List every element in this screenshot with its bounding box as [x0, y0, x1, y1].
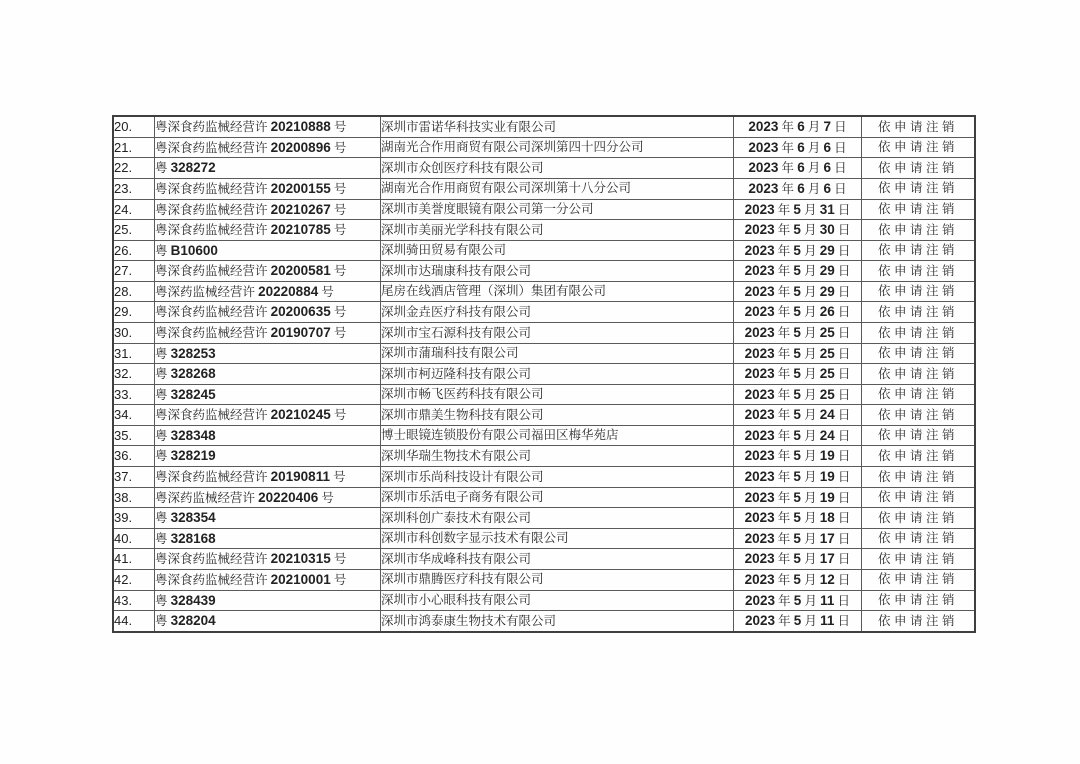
date-cell: 2023 年 6 月 7 日	[734, 116, 862, 137]
row-number-cell: 43.	[113, 590, 155, 611]
company-cell: 湖南光合作用商贸有限公司深圳第十八分公司	[381, 178, 734, 199]
company-cell: 深圳市柯迈隆科技有限公司	[381, 364, 734, 385]
date-cell: 2023 年 5 月 25 日	[734, 384, 862, 405]
status-cell: 依申请注销	[862, 240, 976, 261]
table-row	[113, 384, 975, 405]
company-cell: 深圳市美誉度眼镜有限公司第一分公司	[381, 199, 734, 220]
company-cell: 深圳市乐尚科技设计有限公司	[381, 467, 734, 488]
status-cell: 依申请注销	[862, 528, 976, 549]
license-cell: 粤深食药监械经营许 20200581 号	[155, 261, 381, 282]
table-row	[113, 528, 975, 549]
date-cell: 2023 年 5 月 31 日	[734, 199, 862, 220]
table-row	[113, 405, 975, 426]
company-cell: 深圳市鼎美生物科技有限公司	[381, 405, 734, 426]
row-number-cell: 20.	[113, 116, 155, 137]
license-cell: 粤 B10600	[155, 240, 381, 261]
date-cell: 2023 年 5 月 11 日	[734, 590, 862, 611]
date-cell: 2023 年 5 月 25 日	[734, 364, 862, 385]
company-cell: 深圳市宝石源科技有限公司	[381, 322, 734, 343]
table-row	[113, 549, 975, 570]
row-number-cell: 36.	[113, 446, 155, 467]
row-number-cell: 39.	[113, 508, 155, 529]
row-number-cell: 21.	[113, 137, 155, 158]
date-cell: 2023 年 5 月 18 日	[734, 508, 862, 529]
license-cell: 粤 328168	[155, 528, 381, 549]
status-cell: 依申请注销	[862, 343, 976, 364]
row-number-cell: 44.	[113, 611, 155, 632]
company-cell: 深圳市华成峰科技有限公司	[381, 549, 734, 570]
table-row	[113, 322, 975, 343]
company-cell: 深圳市鸿泰康生物技术有限公司	[381, 611, 734, 632]
row-number-cell: 42.	[113, 569, 155, 590]
status-cell: 依申请注销	[862, 508, 976, 529]
row-number-cell: 32.	[113, 364, 155, 385]
row-number-cell: 35.	[113, 425, 155, 446]
table-row	[113, 487, 975, 508]
date-cell: 2023 年 5 月 12 日	[734, 569, 862, 590]
license-cell: 粤深食药监械经营许 20210245 号	[155, 405, 381, 426]
date-cell: 2023 年 5 月 11 日	[734, 611, 862, 632]
license-cell: 粤深食药监械经营许 20200155 号	[155, 178, 381, 199]
company-cell: 深圳市畅飞医药科技有限公司	[381, 384, 734, 405]
company-cell: 深圳市美丽光学科技有限公司	[381, 220, 734, 241]
row-number-cell: 34.	[113, 405, 155, 426]
license-cell: 粤 328268	[155, 364, 381, 385]
license-cell: 粤深食药监械经营许 20210267 号	[155, 199, 381, 220]
row-number-cell: 37.	[113, 467, 155, 488]
table-row	[113, 220, 975, 241]
status-cell: 依申请注销	[862, 467, 976, 488]
table-row	[113, 116, 975, 137]
status-cell: 依申请注销	[862, 549, 976, 570]
table-row	[113, 178, 975, 199]
company-cell: 湖南光合作用商贸有限公司深圳第四十四分公司	[381, 137, 734, 158]
license-cell: 粤深食药监械经营许 20210315 号	[155, 549, 381, 570]
table-row	[113, 199, 975, 220]
date-cell: 2023 年 5 月 24 日	[734, 425, 862, 446]
status-cell: 依申请注销	[862, 261, 976, 282]
date-cell: 2023 年 5 月 17 日	[734, 549, 862, 570]
license-cell: 粤深食药监械经营许 20210001 号	[155, 569, 381, 590]
company-cell: 深圳科创广泰技术有限公司	[381, 508, 734, 529]
status-cell: 依申请注销	[862, 220, 976, 241]
license-cell: 粤深食药监械经营许 20210785 号	[155, 220, 381, 241]
row-number-cell: 26.	[113, 240, 155, 261]
row-number-cell: 22.	[113, 158, 155, 179]
status-cell: 依申请注销	[862, 384, 976, 405]
table-row	[113, 467, 975, 488]
date-cell: 2023 年 5 月 29 日	[734, 240, 862, 261]
license-cell: 粤 328204	[155, 611, 381, 632]
table-row	[113, 590, 975, 611]
row-number-cell: 23.	[113, 178, 155, 199]
company-cell: 深圳市雷诺华科技实业有限公司	[381, 116, 734, 137]
company-cell: 深圳骑田贸易有限公司	[381, 240, 734, 261]
company-cell: 深圳市众创医疗科技有限公司	[381, 158, 734, 179]
status-cell: 依申请注销	[862, 590, 976, 611]
license-cell: 粤 328245	[155, 384, 381, 405]
license-cell: 粤 328439	[155, 590, 381, 611]
row-number-cell: 40.	[113, 528, 155, 549]
status-cell: 依申请注销	[862, 611, 976, 632]
date-cell: 2023 年 5 月 30 日	[734, 220, 862, 241]
company-cell: 尾房在线酒店管理（深圳）集团有限公司	[381, 281, 734, 302]
status-cell: 依申请注销	[862, 446, 976, 467]
company-cell: 深圳市达瑞康科技有限公司	[381, 261, 734, 282]
status-cell: 依申请注销	[862, 158, 976, 179]
license-cell: 粤 328272	[155, 158, 381, 179]
table-row	[113, 158, 975, 179]
table-row	[113, 343, 975, 364]
table-row	[113, 446, 975, 467]
company-cell: 深圳市乐活电子商务有限公司	[381, 487, 734, 508]
table-row	[113, 261, 975, 282]
status-cell: 依申请注销	[862, 137, 976, 158]
table-row	[113, 137, 975, 158]
license-cell: 粤深食药监械经营许 20200635 号	[155, 302, 381, 323]
table-row	[113, 508, 975, 529]
table-row	[113, 425, 975, 446]
license-cell: 粤深药监械经营许 20220884 号	[155, 281, 381, 302]
date-cell: 2023 年 5 月 25 日	[734, 322, 862, 343]
date-cell: 2023 年 6 月 6 日	[734, 158, 862, 179]
date-cell: 2023 年 5 月 19 日	[734, 446, 862, 467]
status-cell: 依申请注销	[862, 322, 976, 343]
company-cell: 深圳市科创数字显示技术有限公司	[381, 528, 734, 549]
status-cell: 依申请注销	[862, 425, 976, 446]
date-cell: 2023 年 5 月 26 日	[734, 302, 862, 323]
table-row	[113, 611, 975, 632]
company-cell: 深圳金垚医疗科技有限公司	[381, 302, 734, 323]
company-cell: 深圳华瑞生物技术有限公司	[381, 446, 734, 467]
date-cell: 2023 年 5 月 24 日	[734, 405, 862, 426]
row-number-cell: 29.	[113, 302, 155, 323]
row-number-cell: 30.	[113, 322, 155, 343]
status-cell: 依申请注销	[862, 178, 976, 199]
status-cell: 依申请注销	[862, 364, 976, 385]
status-cell: 依申请注销	[862, 302, 976, 323]
status-cell: 依申请注销	[862, 487, 976, 508]
date-cell: 2023 年 5 月 29 日	[734, 281, 862, 302]
company-cell: 深圳市鼎腾医疗科技有限公司	[381, 569, 734, 590]
row-number-cell: 41.	[113, 549, 155, 570]
row-number-cell: 38.	[113, 487, 155, 508]
date-cell: 2023 年 5 月 29 日	[734, 261, 862, 282]
table-row	[113, 240, 975, 261]
row-number-cell: 27.	[113, 261, 155, 282]
status-cell: 依申请注销	[862, 116, 976, 137]
table-row	[113, 281, 975, 302]
company-cell: 博士眼镜连锁股份有限公司福田区梅华苑店	[381, 425, 734, 446]
license-cell: 粤深药监械经营许 20220406 号	[155, 487, 381, 508]
table-body	[113, 116, 975, 632]
date-cell: 2023 年 6 月 6 日	[734, 137, 862, 158]
row-number-cell: 33.	[113, 384, 155, 405]
license-cell: 粤深食药监械经营许 20200896 号	[155, 137, 381, 158]
date-cell: 2023 年 5 月 19 日	[734, 467, 862, 488]
license-cancellation-table	[112, 115, 976, 633]
row-number-cell: 31.	[113, 343, 155, 364]
row-number-cell: 24.	[113, 199, 155, 220]
company-cell: 深圳市小心眼科技有限公司	[381, 590, 734, 611]
status-cell: 依申请注销	[862, 199, 976, 220]
status-cell: 依申请注销	[862, 405, 976, 426]
date-cell: 2023 年 5 月 25 日	[734, 343, 862, 364]
company-cell: 深圳市蒲瑞科技有限公司	[381, 343, 734, 364]
license-cell: 粤 328253	[155, 343, 381, 364]
row-number-cell: 25.	[113, 220, 155, 241]
license-cell: 粤 328354	[155, 508, 381, 529]
license-cell: 粤 328219	[155, 446, 381, 467]
status-cell: 依申请注销	[862, 281, 976, 302]
license-cell: 粤深食药监械经营许 20190707 号	[155, 322, 381, 343]
license-cell: 粤深食药监械经营许 20210888 号	[155, 116, 381, 137]
date-cell: 2023 年 5 月 19 日	[734, 487, 862, 508]
license-cell: 粤深食药监械经营许 20190811 号	[155, 467, 381, 488]
license-cell: 粤 328348	[155, 425, 381, 446]
status-cell: 依申请注销	[862, 569, 976, 590]
date-cell: 2023 年 5 月 17 日	[734, 528, 862, 549]
table-row	[113, 569, 975, 590]
date-cell: 2023 年 6 月 6 日	[734, 178, 862, 199]
table-row	[113, 302, 975, 323]
table-row	[113, 364, 975, 385]
row-number-cell: 28.	[113, 281, 155, 302]
